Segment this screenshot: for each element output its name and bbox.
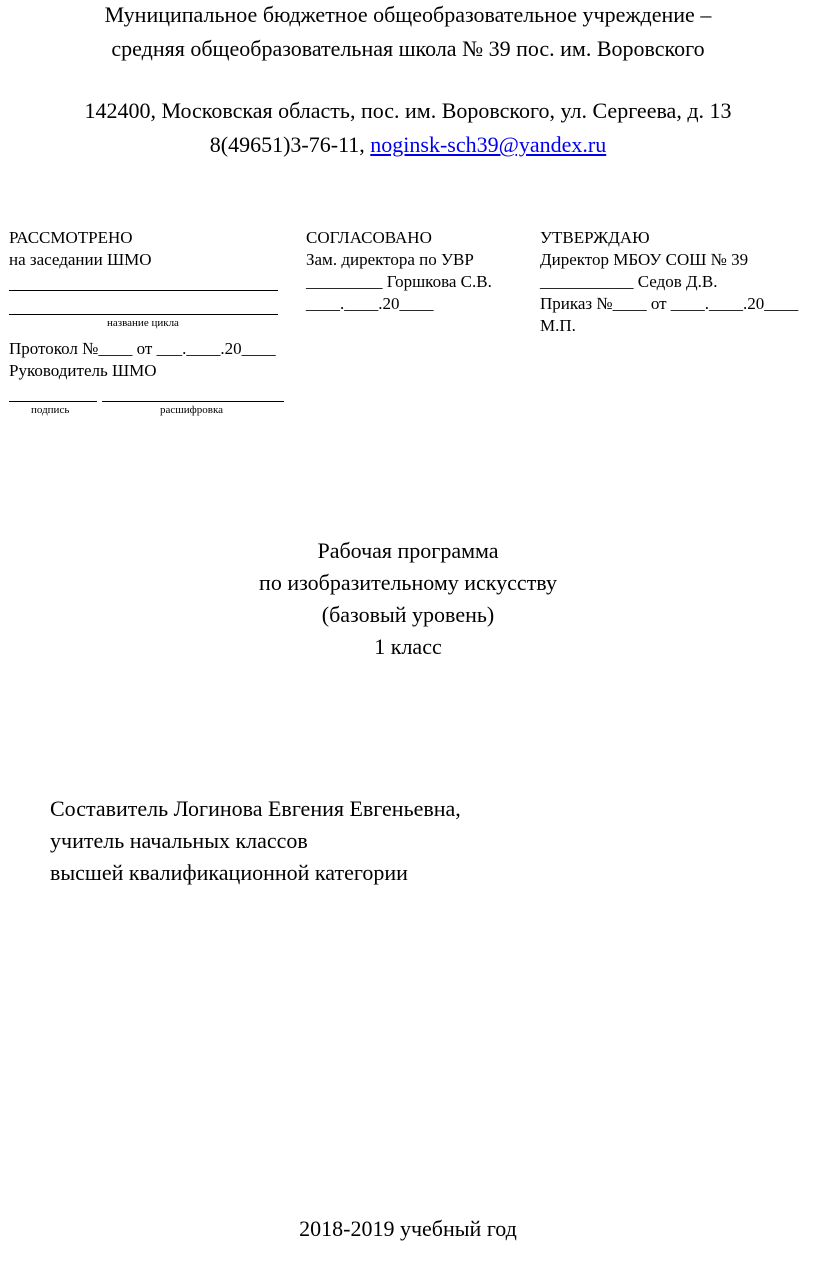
director-signature: ___________ Седов Д.В. bbox=[540, 272, 718, 291]
stamp-label: М.П. bbox=[540, 316, 576, 335]
contact-line bbox=[0, 132, 816, 158]
shmo-meeting-label: на заседании ШМО bbox=[9, 250, 152, 269]
school-name-line-2: средняя общеобразовательная школа № 39 пос. им. Воровского bbox=[111, 36, 705, 61]
deputy-director-label: Зам. директора по УВР bbox=[306, 250, 474, 269]
protocol-line: Протокол №____ от ___.____.20____ bbox=[9, 339, 276, 358]
order-line: Приказ №____ от ____.____.20____ bbox=[540, 294, 799, 313]
approved-title: УТВЕРЖДАЮ bbox=[540, 228, 650, 247]
cycle-name-caption: название цикла bbox=[107, 317, 179, 329]
signature-caption: подпись bbox=[31, 404, 70, 416]
decoding-caption: расшифровка bbox=[160, 404, 224, 416]
deputy-director-signature: _________ Горшкова С.В. bbox=[306, 272, 492, 291]
director-label: Директор МБОУ СОШ № 39 bbox=[540, 250, 749, 269]
shmo-head-label: Руководитель ШМО bbox=[9, 361, 157, 380]
program-grade: 1 класс bbox=[374, 634, 442, 659]
email-link[interactable]: noginsk-sch39@yandex.ru bbox=[370, 132, 607, 157]
reviewed-title: РАССМОТРЕНО bbox=[9, 228, 133, 247]
agreed-date-line: ____.____.20____ bbox=[306, 294, 434, 313]
author-position: учитель начальных классов bbox=[50, 828, 308, 853]
school-name-line-1: Муниципальное бюджетное общеобразовательное учреждение – bbox=[104, 2, 712, 27]
school-address: 142400, Московская область, пос. им. Воровского, ул. Сергеева, д. 13 bbox=[84, 98, 732, 123]
decoding-line bbox=[102, 401, 284, 402]
phone-number: 8(49651)3-76-11, bbox=[209, 132, 365, 157]
signature-line bbox=[9, 401, 97, 402]
agreed-title: СОГЛАСОВАНО bbox=[306, 228, 432, 247]
blank-line-2 bbox=[9, 314, 278, 315]
author-category: высшей квалификационной категории bbox=[50, 860, 408, 885]
academic-year: 2018-2019 учебный год bbox=[299, 1216, 517, 1241]
program-subject: по изобразительному искусству bbox=[259, 570, 557, 595]
program-title: Рабочая программа bbox=[317, 538, 499, 563]
blank-line-1 bbox=[9, 290, 278, 291]
author-name: Составитель Логинова Евгения Евгеньевна, bbox=[50, 796, 461, 821]
program-level: (базовый уровень) bbox=[321, 602, 495, 627]
